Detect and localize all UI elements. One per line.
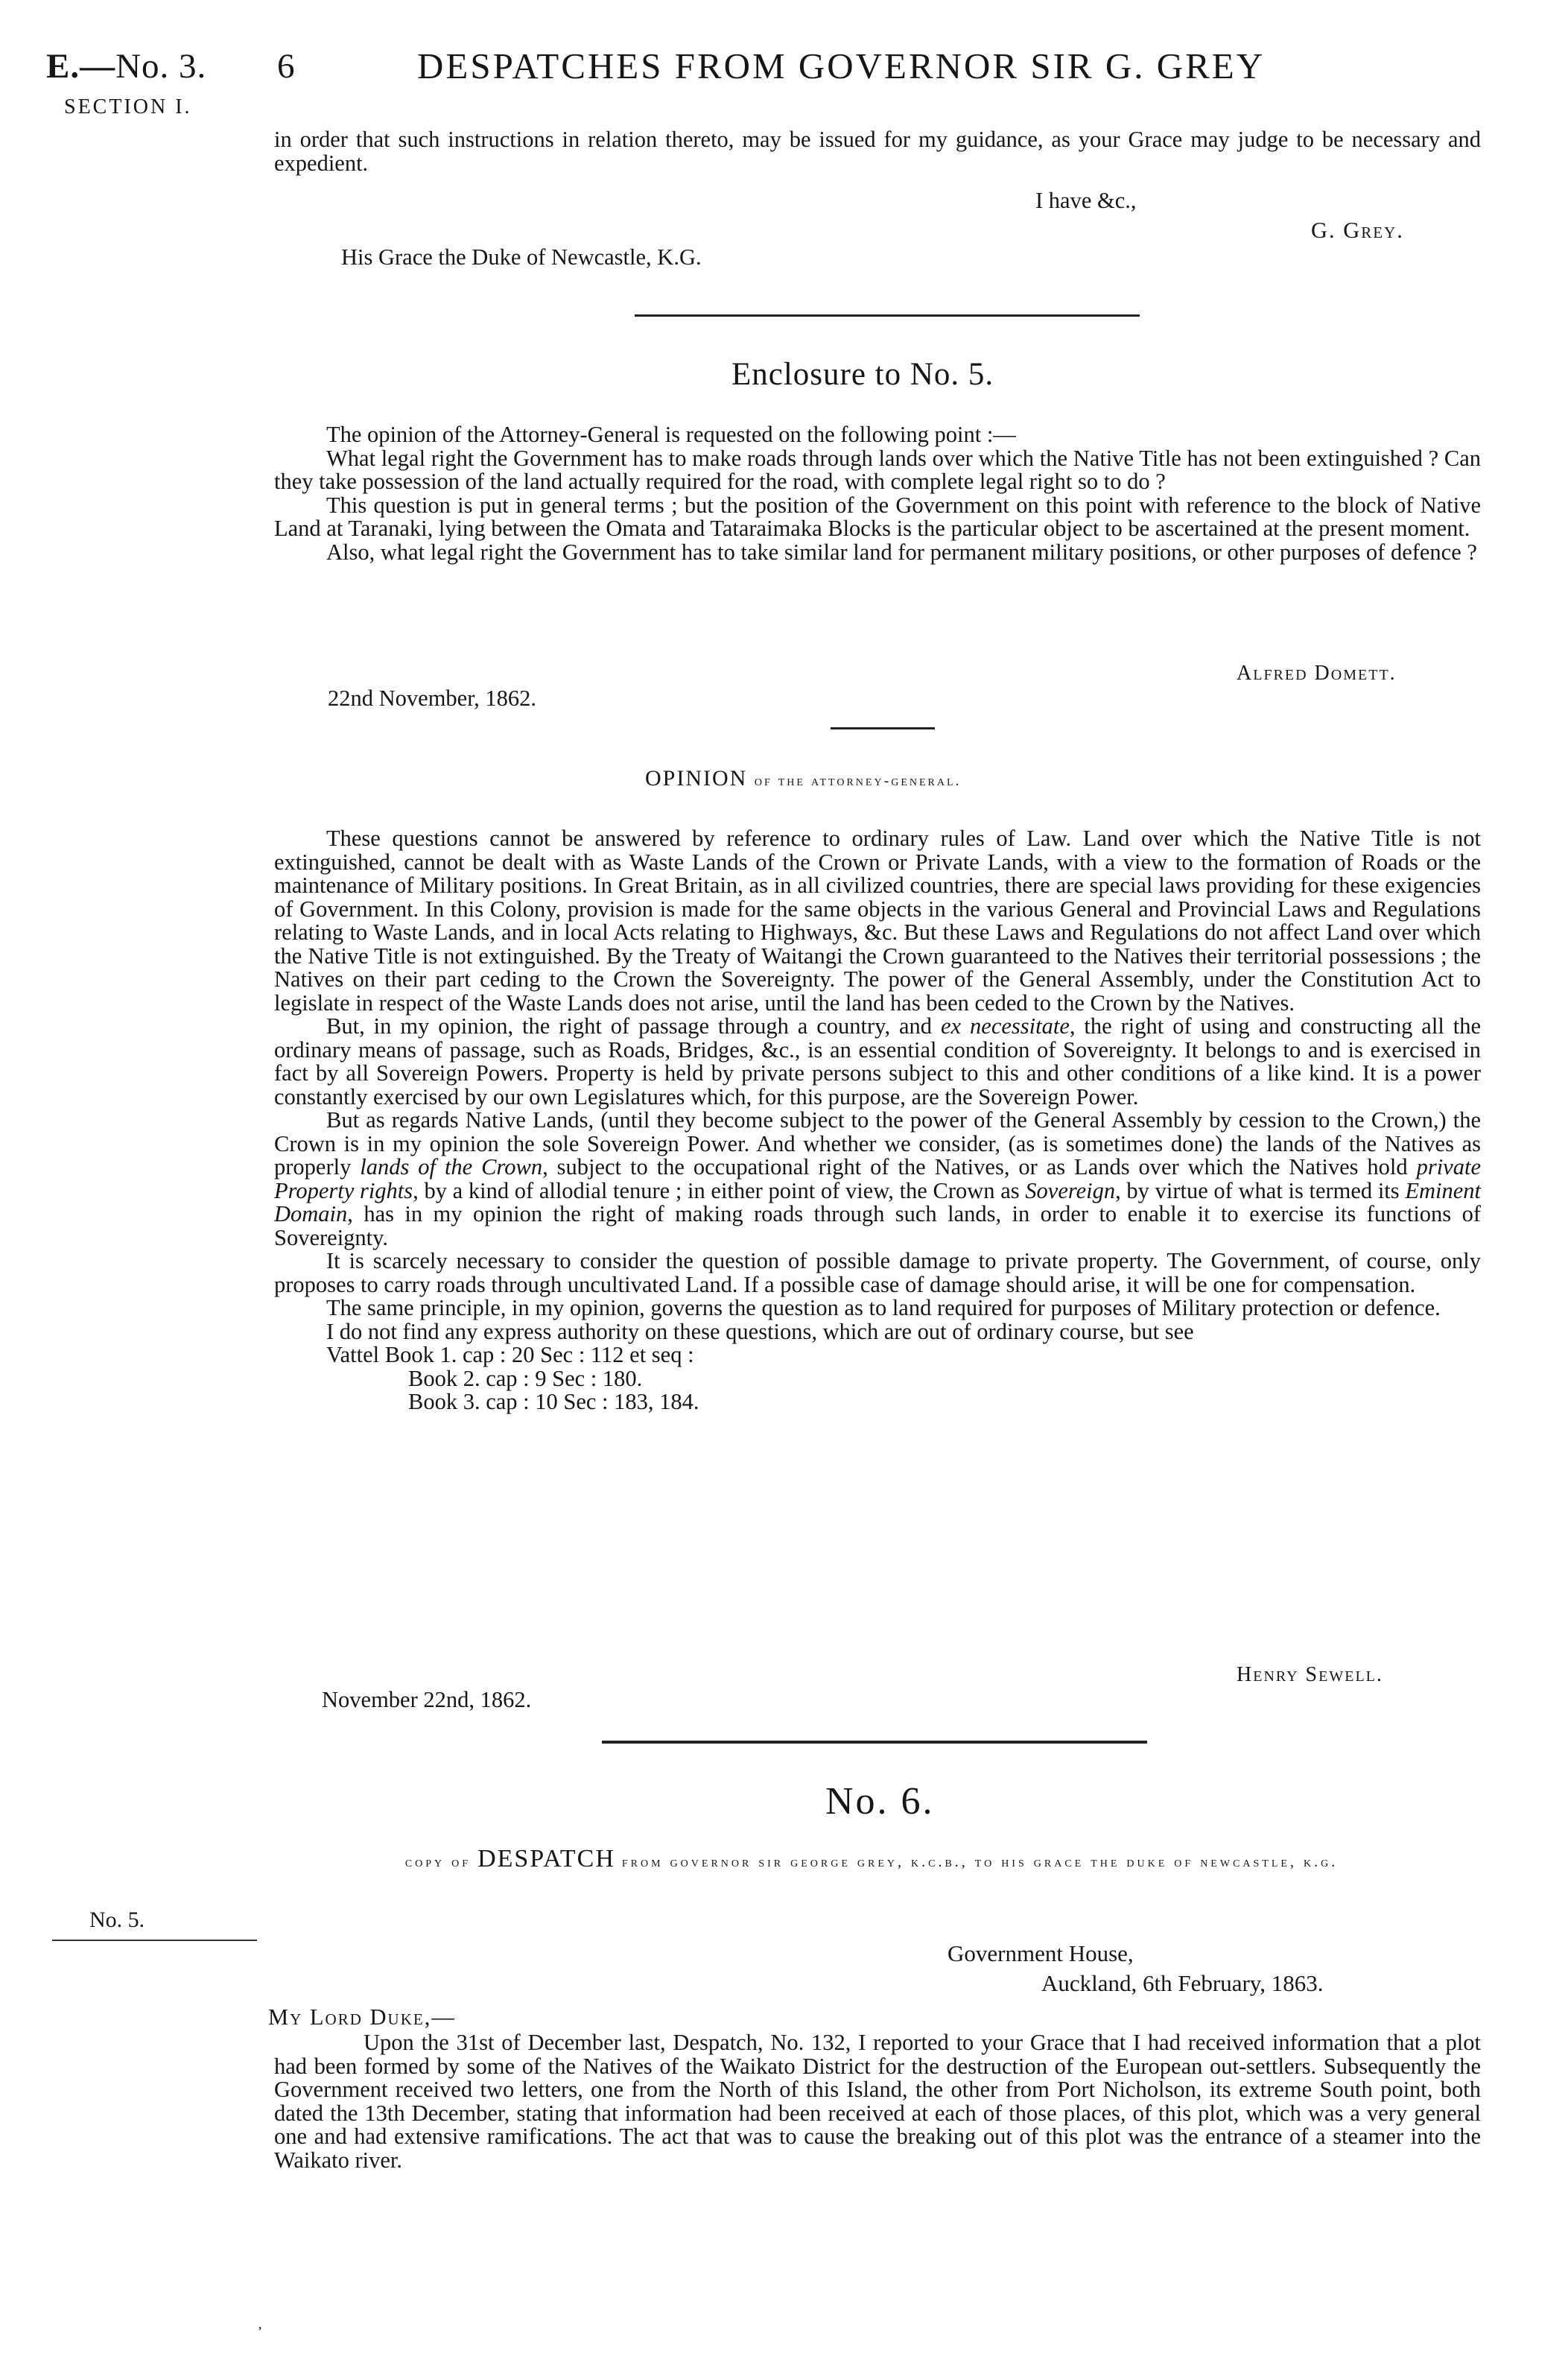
text-run: , by virtue of what is termed its	[1115, 1177, 1406, 1203]
text-run: But, in my opinion, the right of passage through a country, and	[326, 1013, 942, 1039]
enclosure-body	[274, 423, 1481, 564]
italic-run: ex necessitate	[941, 1013, 1070, 1039]
section-divider	[602, 1741, 1147, 1744]
enclosure-paragraph: What legal right the Government has to make roads through lands over which the Native Title has not been extinguished ? Can they take possession of the land actually required for the road, with complete legal right so to do ?	[274, 445, 1481, 494]
despatch-place: Government House,	[948, 1940, 1134, 1966]
despatch-word: DESPATCH	[477, 1845, 615, 1872]
opinion-body	[274, 827, 1481, 1414]
citation-list	[326, 1343, 1481, 1414]
text-run: , by a kind of allodial tenure ; in either point of view, the Crown as	[413, 1177, 1026, 1203]
margin-rule	[52, 1940, 257, 1941]
print-mark: ᾽	[257, 2325, 263, 2344]
opinion-paragraph: These questions cannot be answered by reference to ordinary rules of Law. Land over which the Native Title is not extinguished, cannot be dealt with as Waste Lands of the Crown or Private Lands, with a view to the formation of Roads or the maintenance of Military positions. In Great Britain, as in all civilized countries, there are special laws providing for these exigencies of Government. In this Colony, provision is made for the same objects in the various General and Provincial Laws and Regulations relating to Waste Lands, and in local Acts relating to Highways, &c. But these Laws and Regulations do not affect Land over which the Native Title is not extinguished. By the Treaty of Waitangi the Crown guaranteed to the Natives their territorial possessions ; the Natives on their part ceding to the Crown the Sovereignty. The power of the General Assembly, under the Constitution Act to legislate in respect of the Waste Lands does not arise, until the land has been ceded to the Crown by the Natives.	[274, 826, 1481, 1016]
salutation: My Lord Duke,—	[268, 2004, 456, 2030]
opinion-paragraph	[274, 1015, 1481, 1109]
code-number: No. 3.	[115, 47, 207, 86]
text-run: But as regards Native Lands, (until they become subject to the power of the General Assembly by cession to the Crown,) the Crown is in my opinion the sole Sovereign Power. And whether we consider, (as is sometimes done) the lands of the Natives as properly	[274, 1107, 1481, 1180]
citation-item: Vattel Book 1. cap : 20 Sec : 112 et seq :	[326, 1342, 694, 1367]
italic-run: Eminent Domain	[274, 1177, 1481, 1226]
section-label: SECTION I.	[64, 95, 192, 118]
document-code	[46, 46, 206, 86]
citation-item: Book 2. cap : 9 Sec : 180.	[408, 1365, 643, 1391]
opening-text: in order that such instructions in relation thereto, may be issued for my guidance, as your Grace may judge to be necessary and expedient.	[274, 127, 1481, 176]
page-title: DESPATCHES FROM GOVERNOR SIR G. GREY	[417, 45, 1266, 86]
enclosure-paragraph: This question is put in general terms ; but the position of the Government on this point with reference to the block of Native Land at Taranaki, lying between the Omata and Tataraimaka Blocks is the particular object to be ascertained at the present moment.	[274, 492, 1481, 541]
sewell-signature: Henry Sewell.	[1237, 1663, 1383, 1686]
page-number: 6	[277, 47, 295, 86]
opening-paragraph	[274, 128, 1481, 175]
code-prefix: E.—	[46, 47, 116, 86]
italic-run: Sovereign	[1025, 1177, 1116, 1203]
enclosure-paragraph: The opinion of the Attorney-General is requested on the following point :—	[326, 422, 1016, 447]
closing-formula: I have &c.,	[1035, 188, 1137, 213]
grey-signature: G. Grey.	[1311, 218, 1404, 243]
margin-reference: No. 5.	[89, 1908, 145, 1932]
text-run: , has in my opinion the right of making roads through such lands, in order to enable it to exercise its functions of Sovereignty.	[274, 1201, 1481, 1250]
copy-of: copy of	[404, 1854, 472, 1870]
short-divider	[831, 727, 935, 729]
opinion-date: November 22nd, 1862.	[322, 1687, 532, 1712]
opinion-paragraph: I do not find any express authority on these questions, which are out of ordinary course, but see	[326, 1318, 1194, 1344]
opinion-heading	[645, 766, 962, 791]
despatch-paragraph: Upon the 31st of December last, Despatch, No. 132, I reported to your Grace that I had received information that a plot had been formed by some of the Natives of the Waikato District for the destruction of the European out-settlers. Subsequently the Government received two letters, one from the North of this Island, the other from Port Nicholson, its extreme South point, both dated the 13th December, stating that information had been received at each of those places, of this plot, which was a very general one and had extensive ramifications. The act that was to cause the breaking out of this plot was the entrance of a steamer into the Waikato river.	[274, 2030, 1481, 2173]
enclosure-title: Enclosure to No. 5.	[731, 357, 994, 392]
opinion-paragraph	[274, 1109, 1481, 1250]
enclosure-date: 22nd November, 1862.	[328, 686, 537, 711]
despatch-heading	[261, 1840, 1482, 1881]
opinion-heading-main: OPINION	[645, 766, 748, 791]
italic-run: lands of the Crown	[360, 1154, 543, 1180]
addressee: His Grace the Duke of Newcastle, K.G.	[341, 244, 702, 270]
opinion-paragraph: The same principle, in my opinion, governs the question as to land required for purposes of Military protection or defence.	[326, 1295, 1441, 1320]
section-divider	[635, 314, 1140, 317]
text-run: , the right of using and constructing all the ordinary means of passage, such as Roads, Bridges, &c., is an essential condition of Sovereignty. It belongs to and is exercised in fact by all Sovereign Powers. Property is held by private persons subject to this and other conditions of a like kind. It is a power constantly exercised by our own Legislatures which, for this purpose, are the Sovereign Power.	[274, 1013, 1482, 1109]
despatch-heading-rest: from governor sir george grey, k.c.b., to his grace the duke of newcastle, k.g.	[621, 1854, 1339, 1870]
despatch-date: Auckland, 6th February, 1863.	[1041, 1970, 1324, 1996]
italic-run: private Property rights	[274, 1154, 1481, 1203]
text-run: , subject to the occupational right of the Natives, or as Lands over which the Natives hold	[542, 1154, 1417, 1180]
citation-item: Book 3. cap : 10 Sec : 183, 184.	[408, 1389, 699, 1414]
despatch-number: No. 6.	[825, 1780, 935, 1823]
enclosure-paragraph: Also, what legal right the Government has to take similar land for permanent military positions, or other purposes of defence ?	[326, 539, 1477, 565]
opinion-heading-rest: of the attorney-general.	[754, 773, 962, 789]
domett-signature: Alfred Domett.	[1237, 662, 1397, 685]
opinion-paragraph: It is scarcely necessary to consider the question of possible damage to private property. The Government, of course, only proposes to carry roads through uncultivated Land. If a possible case of damage should arise, it will be one for compensation.	[274, 1248, 1481, 1297]
despatch-body	[274, 2031, 1481, 2172]
